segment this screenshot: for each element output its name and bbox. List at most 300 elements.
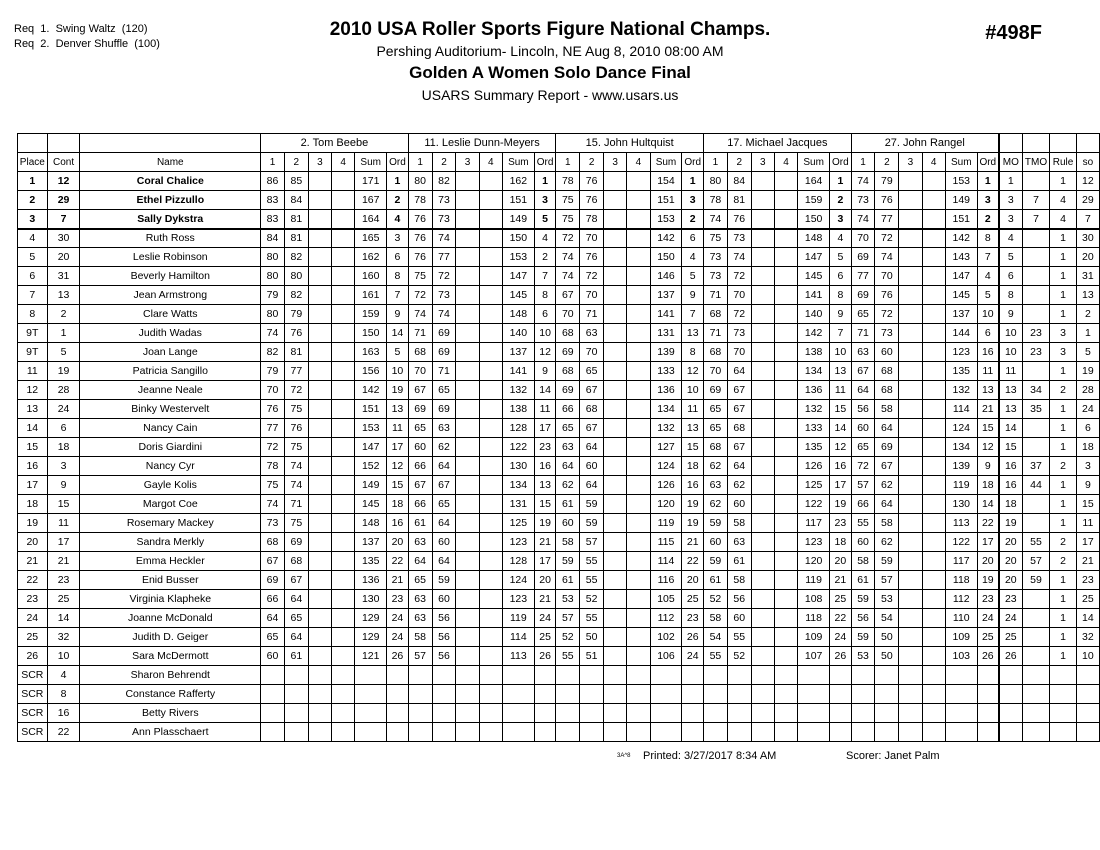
cell-score	[922, 666, 945, 685]
cell-score	[332, 685, 355, 704]
column-header-sum: Sum	[355, 153, 387, 172]
cell-sum: 148	[502, 305, 534, 324]
cell-rule: 1	[1050, 362, 1076, 381]
cell-tmo	[1022, 609, 1050, 628]
cell-score: 68	[556, 362, 580, 381]
cell-score: 71	[704, 286, 728, 305]
cell-ord: 11	[387, 419, 409, 438]
cell-score	[308, 381, 331, 400]
cell-score	[851, 723, 875, 742]
cell-score: 76	[408, 210, 432, 229]
cell-so: 32	[1076, 628, 1099, 647]
cell-score: 75	[704, 229, 728, 248]
cell-score: 58	[704, 609, 728, 628]
table-row	[18, 267, 1100, 286]
cell-sum: 115	[650, 533, 682, 552]
cell-score	[851, 704, 875, 723]
cell-score: 72	[851, 457, 875, 476]
cell-sum: 130	[355, 590, 387, 609]
cell-ord: 24	[977, 609, 999, 628]
cell-ord: 5	[387, 343, 409, 362]
cell-score	[774, 704, 797, 723]
cell-score	[899, 628, 922, 647]
cell-ord: 12	[830, 438, 852, 457]
cell-ord: 3	[682, 191, 704, 210]
cell-score	[261, 704, 285, 723]
cell-score	[604, 552, 627, 571]
cell-sum: 128	[502, 419, 534, 438]
cell-sum	[355, 723, 387, 742]
cell-score: 68	[875, 381, 899, 400]
cell-score	[627, 495, 650, 514]
cell-sum: 122	[798, 495, 830, 514]
cell-place: 9T	[18, 343, 48, 362]
cell-score: 63	[580, 324, 604, 343]
cell-sum: 126	[650, 476, 682, 495]
cell-sum: 106	[650, 647, 682, 666]
cell-score	[308, 685, 331, 704]
cell-place: SCR	[18, 666, 48, 685]
judge-header: 2. Tom Beebe	[261, 134, 409, 153]
cell-score	[308, 286, 331, 305]
judge-header: 15. John Hultquist	[556, 134, 704, 153]
cell-sum: 151	[355, 400, 387, 419]
cell-cont: 29	[47, 191, 80, 210]
cell-score	[727, 704, 751, 723]
cell-score	[308, 647, 331, 666]
cell-ord: 21	[387, 571, 409, 590]
cell-score	[751, 514, 774, 533]
cell-ord: 12	[682, 362, 704, 381]
cell-sum: 142	[945, 229, 977, 248]
cell-tmo	[1022, 362, 1050, 381]
cell-so: 23	[1076, 571, 1099, 590]
cell-name: Sally Dykstra	[80, 210, 261, 229]
cell-score	[922, 476, 945, 495]
cell-score: 61	[704, 571, 728, 590]
cell-score	[627, 172, 650, 191]
cell-score: 56	[851, 609, 875, 628]
cell-score	[456, 229, 479, 248]
cell-ord: 21	[977, 400, 999, 419]
cell-ord: 6	[387, 248, 409, 267]
table-row	[18, 476, 1100, 495]
cell-score	[604, 704, 627, 723]
cell-score	[627, 609, 650, 628]
cell-sum: 133	[650, 362, 682, 381]
cell-sum: 117	[945, 552, 977, 571]
cell-score: 73	[432, 286, 456, 305]
cell-score	[604, 305, 627, 324]
cell-mo	[999, 666, 1022, 685]
cell-score	[456, 267, 479, 286]
cell-place: 14	[18, 419, 48, 438]
cell-score	[332, 438, 355, 457]
cell-sum: 122	[502, 438, 534, 457]
cell-score: 66	[408, 457, 432, 476]
cell-score	[308, 533, 331, 552]
cell-score	[456, 324, 479, 343]
cell-ord	[534, 723, 556, 742]
cell-score	[604, 172, 627, 191]
cell-score	[332, 324, 355, 343]
cell-place: 12	[18, 381, 48, 400]
cell-score	[456, 495, 479, 514]
cell-sum: 134	[945, 438, 977, 457]
cell-score: 69	[408, 400, 432, 419]
cell-ord: 20	[387, 533, 409, 552]
cell-score: 74	[408, 305, 432, 324]
cell-sum: 136	[355, 571, 387, 590]
cell-ord: 10	[830, 343, 852, 362]
table-row	[18, 495, 1100, 514]
cell-score: 73	[727, 229, 751, 248]
cell-score	[332, 248, 355, 267]
cell-sum: 112	[650, 609, 682, 628]
cell-score: 72	[875, 305, 899, 324]
cell-cont: 18	[47, 438, 80, 457]
cell-so: 21	[1076, 552, 1099, 571]
cell-score: 67	[727, 400, 751, 419]
cell-sum: 124	[502, 571, 534, 590]
cell-score: 55	[704, 647, 728, 666]
cell-score	[479, 267, 502, 286]
cell-ord	[682, 685, 704, 704]
cell-sum: 143	[945, 248, 977, 267]
cell-score	[774, 495, 797, 514]
cell-score: 51	[580, 647, 604, 666]
cell-ord: 17	[387, 438, 409, 457]
cell-ord: 17	[830, 476, 852, 495]
cell-score	[899, 495, 922, 514]
cell-sum: 139	[650, 343, 682, 362]
cell-ord: 5	[534, 210, 556, 229]
cell-score: 67	[432, 476, 456, 495]
cell-sum: 142	[650, 229, 682, 248]
table-row	[18, 552, 1100, 571]
cell-name: Judith Wadas	[80, 324, 261, 343]
cell-sum: 145	[798, 267, 830, 286]
cell-sum: 108	[798, 590, 830, 609]
cell-score: 72	[580, 267, 604, 286]
cell-score	[308, 552, 331, 571]
cell-score	[751, 324, 774, 343]
cell-name: Sandra Merkly	[80, 533, 261, 552]
cell-ord: 7	[682, 305, 704, 324]
cell-sum: 167	[355, 191, 387, 210]
cell-cont: 14	[47, 609, 80, 628]
cell-cont: 24	[47, 400, 80, 419]
cell-score: 59	[432, 571, 456, 590]
cell-score	[261, 666, 285, 685]
cell-mo: 14	[999, 419, 1022, 438]
cell-ord: 20	[534, 571, 556, 590]
table-row	[18, 400, 1100, 419]
cell-score	[774, 305, 797, 324]
cell-ord: 11	[534, 400, 556, 419]
cell-score	[774, 476, 797, 495]
cell-cont: 8	[47, 685, 80, 704]
cell-mo: 6	[999, 267, 1022, 286]
cell-sum: 144	[945, 324, 977, 343]
cell-score: 76	[580, 172, 604, 191]
cell-score: 62	[556, 476, 580, 495]
cell-score: 73	[432, 191, 456, 210]
cell-score	[774, 685, 797, 704]
cell-sum: 123	[945, 343, 977, 362]
cell-sum: 159	[355, 305, 387, 324]
cell-ord	[830, 704, 852, 723]
cell-name: Emma Heckler	[80, 552, 261, 571]
cell-ord: 2	[387, 191, 409, 210]
column-header-score2: 2	[727, 153, 751, 172]
cell-score	[604, 723, 627, 742]
cell-score	[774, 723, 797, 742]
cell-score	[751, 666, 774, 685]
cell-score	[332, 267, 355, 286]
cell-cont: 1	[47, 324, 80, 343]
cell-score	[580, 685, 604, 704]
cell-ord: 4	[830, 229, 852, 248]
cell-cont: 10	[47, 647, 80, 666]
cell-score: 71	[408, 324, 432, 343]
cell-score: 55	[580, 571, 604, 590]
cell-sum: 154	[650, 172, 682, 191]
cell-mo: 20	[999, 533, 1022, 552]
cell-sum: 110	[945, 609, 977, 628]
cell-rule: 3	[1050, 324, 1076, 343]
cell-score: 70	[556, 305, 580, 324]
column-header-ord: Ord	[977, 153, 999, 172]
cell-sum: 113	[945, 514, 977, 533]
cell-ord: 21	[534, 590, 556, 609]
cell-score	[774, 438, 797, 457]
cell-score	[604, 324, 627, 343]
cell-score	[627, 552, 650, 571]
cell-ord	[830, 685, 852, 704]
cell-ord	[830, 666, 852, 685]
cell-score	[332, 191, 355, 210]
cell-sum: 114	[945, 400, 977, 419]
cell-mo: 3	[999, 191, 1022, 210]
cell-score: 76	[580, 191, 604, 210]
cell-sum: 134	[650, 400, 682, 419]
cell-sum: 163	[355, 343, 387, 362]
cell-score	[479, 666, 502, 685]
cell-ord	[534, 666, 556, 685]
cell-place: 17	[18, 476, 48, 495]
cell-sum	[798, 723, 830, 742]
cell-score	[479, 362, 502, 381]
cell-score: 71	[284, 495, 308, 514]
cell-sum: 142	[798, 324, 830, 343]
cell-name: Coral Chalice	[80, 172, 261, 191]
cell-score: 84	[727, 172, 751, 191]
cell-score: 61	[556, 495, 580, 514]
cell-score	[284, 723, 308, 742]
column-header-so: so	[1076, 153, 1099, 172]
cell-score: 73	[704, 248, 728, 267]
cell-score	[604, 647, 627, 666]
cell-score: 58	[727, 571, 751, 590]
cell-so: 31	[1076, 267, 1099, 286]
cell-score: 74	[556, 248, 580, 267]
table-row	[18, 704, 1100, 723]
cell-score: 60	[851, 419, 875, 438]
table-row	[18, 723, 1100, 742]
cell-sum: 130	[945, 495, 977, 514]
cell-sum: 151	[650, 191, 682, 210]
cell-sum: 147	[502, 267, 534, 286]
cell-ord: 1	[682, 172, 704, 191]
cell-ord: 10	[534, 324, 556, 343]
cell-place: SCR	[18, 723, 48, 742]
cell-score	[604, 248, 627, 267]
requirement-1: Req 1. Swing Waltz (120)	[14, 23, 148, 35]
cell-score	[774, 571, 797, 590]
cell-score	[604, 362, 627, 381]
cell-score	[922, 419, 945, 438]
cell-so: 6	[1076, 419, 1099, 438]
cell-sum: 119	[798, 571, 830, 590]
cell-tmo: 57	[1022, 552, 1050, 571]
cell-score	[580, 704, 604, 723]
footer-code: 3A^8	[617, 753, 631, 759]
cell-ord: 3	[387, 229, 409, 248]
cell-rule: 1	[1050, 267, 1076, 286]
cell-score	[261, 685, 285, 704]
cell-rule: 1	[1050, 248, 1076, 267]
cell-score: 68	[875, 362, 899, 381]
table-row	[18, 666, 1100, 685]
cell-sum: 121	[355, 647, 387, 666]
cell-tmo: 23	[1022, 324, 1050, 343]
cell-sum: 150	[502, 229, 534, 248]
cell-score	[627, 457, 650, 476]
cell-score	[899, 571, 922, 590]
cell-score	[479, 685, 502, 704]
cell-score: 74	[727, 248, 751, 267]
cell-ord: 10	[977, 305, 999, 324]
cell-so: 11	[1076, 514, 1099, 533]
cell-rule: 1	[1050, 400, 1076, 419]
cell-place: 21	[18, 552, 48, 571]
cell-score	[751, 609, 774, 628]
cell-ord: 23	[977, 590, 999, 609]
cell-tmo: 35	[1022, 400, 1050, 419]
cell-cont: 23	[47, 571, 80, 590]
cell-score: 77	[284, 362, 308, 381]
cell-score: 80	[261, 305, 285, 324]
cell-ord	[534, 704, 556, 723]
cell-score	[627, 533, 650, 552]
cell-ord: 5	[830, 248, 852, 267]
cell-ord: 7	[387, 286, 409, 305]
cell-place: 23	[18, 590, 48, 609]
cell-ord: 12	[387, 457, 409, 476]
cell-rule: 3	[1050, 343, 1076, 362]
cell-sum: 119	[502, 609, 534, 628]
cell-ord: 8	[830, 286, 852, 305]
cell-sum: 124	[650, 457, 682, 476]
cell-ord	[387, 704, 409, 723]
cell-rule	[1050, 666, 1076, 685]
cell-sum: 145	[502, 286, 534, 305]
cell-tmo	[1022, 495, 1050, 514]
column-header-score4: 4	[332, 153, 355, 172]
cell-sum: 149	[502, 210, 534, 229]
cell-sum: 132	[945, 381, 977, 400]
table-row	[18, 533, 1100, 552]
cell-score	[627, 628, 650, 647]
cell-score	[308, 362, 331, 381]
cell-ord: 18	[682, 457, 704, 476]
cell-score: 50	[875, 628, 899, 647]
cell-cont: 12	[47, 172, 80, 191]
cell-score	[627, 571, 650, 590]
cell-score: 58	[556, 533, 580, 552]
cell-score	[899, 533, 922, 552]
cell-sum: 107	[798, 647, 830, 666]
spacer-cell	[999, 134, 1022, 153]
cell-ord: 9	[534, 362, 556, 381]
cell-name: Doris Giardini	[80, 438, 261, 457]
cell-sum: 149	[945, 191, 977, 210]
cell-rule: 2	[1050, 552, 1076, 571]
cell-score	[627, 647, 650, 666]
cell-score	[627, 666, 650, 685]
cell-score	[604, 191, 627, 210]
cell-score: 74	[261, 495, 285, 514]
cell-name: Ann Plasschaert	[80, 723, 261, 742]
cell-ord	[977, 723, 999, 742]
cell-score	[899, 685, 922, 704]
cell-score: 70	[875, 267, 899, 286]
cell-ord: 25	[534, 628, 556, 647]
cell-score	[332, 609, 355, 628]
cell-score: 64	[261, 609, 285, 628]
cell-ord: 13	[387, 400, 409, 419]
cell-score	[627, 381, 650, 400]
cell-score: 75	[556, 191, 580, 210]
cell-score	[308, 457, 331, 476]
column-header-score3: 3	[456, 153, 479, 172]
cell-score	[580, 723, 604, 742]
cell-score	[899, 381, 922, 400]
cell-score	[604, 457, 627, 476]
cell-score: 65	[851, 438, 875, 457]
cell-score: 64	[432, 457, 456, 476]
cell-score: 82	[284, 286, 308, 305]
cell-score	[922, 400, 945, 419]
cell-tmo	[1022, 248, 1050, 267]
cell-so: 5	[1076, 343, 1099, 362]
cell-ord: 8	[977, 229, 999, 248]
cell-ord: 23	[387, 590, 409, 609]
cell-ord: 12	[534, 343, 556, 362]
cell-score	[332, 400, 355, 419]
cell-score: 74	[875, 248, 899, 267]
cell-score	[751, 381, 774, 400]
cell-score: 60	[580, 457, 604, 476]
cell-score	[456, 381, 479, 400]
cell-score	[408, 704, 432, 723]
cell-ord: 7	[830, 324, 852, 343]
cell-score	[604, 343, 627, 362]
cell-sum	[945, 723, 977, 742]
cell-score	[899, 362, 922, 381]
cell-score	[922, 647, 945, 666]
